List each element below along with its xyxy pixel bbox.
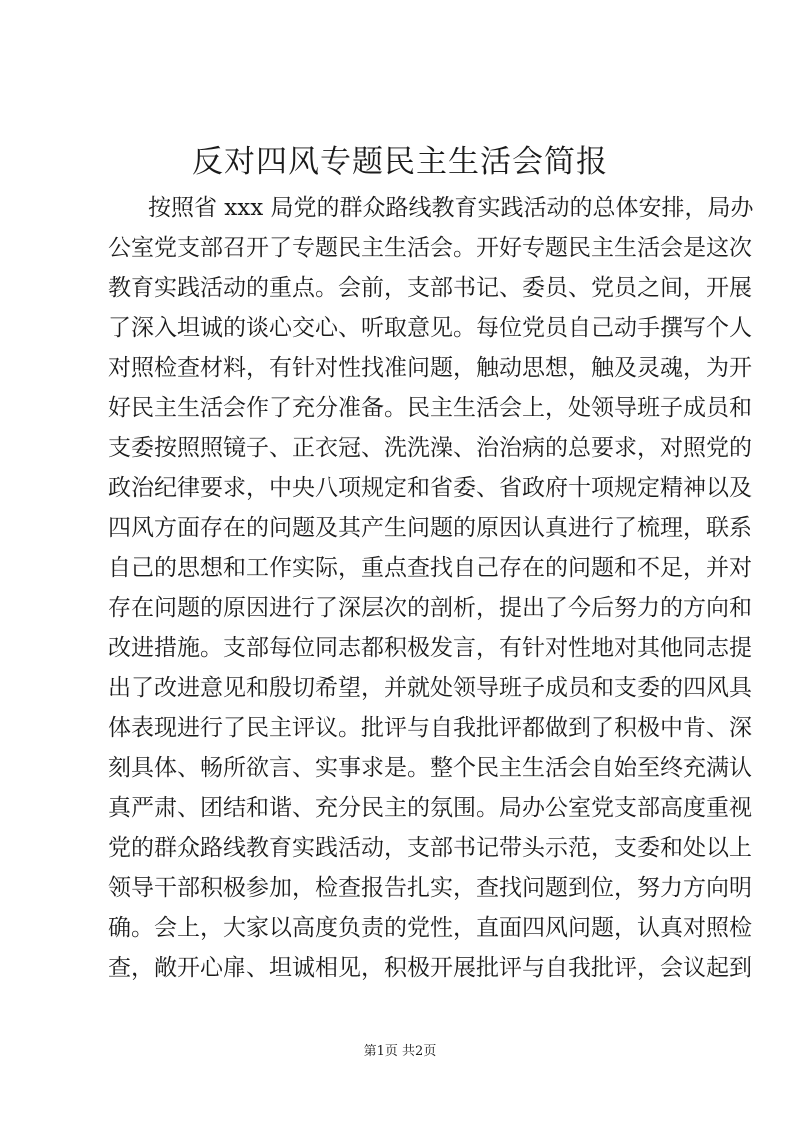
paragraph-line: 刻具体、畅所欲言、实事求是。整个民主生活会自始至终充满认 bbox=[108, 755, 752, 781]
paragraph-line: 存在问题的原因进行了深层次的剖析，提出了今后努力的方向和 bbox=[108, 595, 752, 621]
paragraph-line: 领导干部积极参加，检查报告扎实，查找问题到位，努力方向明 bbox=[108, 875, 752, 901]
document-title: 反对四风专题民主生活会简报 bbox=[192, 144, 608, 180]
paragraph-line: 按照省 xxx 局党的群众路线教育实践活动的总体安排，局办 bbox=[148, 195, 754, 221]
paragraph-line: 了深入坦诚的谈心交心、听取意见。每位党员自己动手撰写个人 bbox=[108, 315, 752, 341]
paragraph-line: 支委按照照镜子、正衣冠、洗洗澡、治治病的总要求，对照党的 bbox=[108, 435, 752, 461]
paragraph-line: 自己的思想和工作实际，重点查找自己存在的问题和不足，并对 bbox=[108, 555, 752, 581]
paragraph-line: 确。会上，大家以高度负责的党性，直面四风问题，认真对照检 bbox=[108, 915, 752, 941]
paragraph-line: 真严肃、团结和谐、充分民主的氛围。局办公室党支部高度重视 bbox=[108, 795, 752, 821]
paragraph-line: 改进措施。支部每位同志都积极发言，有针对性地对其他同志提 bbox=[108, 635, 752, 661]
paragraph-line: 党的群众路线教育实践活动，支部书记带头示范，支委和处以上 bbox=[108, 835, 752, 861]
paragraph-line: 好民主生活会作了充分准备。民主生活会上，处领导班子成员和 bbox=[108, 395, 752, 421]
paragraph-line: 查，敞开心扉、坦诚相见，积极开展批评与自我批评，会议起到 bbox=[108, 955, 752, 981]
page-footer: 第1页 共2页 bbox=[363, 1044, 437, 1059]
paragraph-line: 公室党支部召开了专题民主生活会。开好专题民主生活会是这次 bbox=[108, 235, 752, 261]
paragraph-line: 对照检查材料，有针对性找准问题，触动思想，触及灵魂，为开 bbox=[108, 355, 752, 381]
paragraph-line: 教育实践活动的重点。会前，支部书记、委员、党员之间，开展 bbox=[108, 275, 752, 301]
paragraph-line: 政治纪律要求，中央八项规定和省委、省政府十项规定精神以及 bbox=[108, 475, 752, 501]
paragraph-line: 出了改进意见和殷切希望，并就处领导班子成员和支委的四风具 bbox=[108, 675, 752, 701]
paragraph-line: 四风方面存在的问题及其产生问题的原因认真进行了梳理，联系 bbox=[108, 515, 752, 541]
paragraph-line: 体表现进行了民主评议。批评与自我批评都做到了积极中肯、深 bbox=[108, 715, 752, 741]
document-body bbox=[108, 188, 754, 988]
